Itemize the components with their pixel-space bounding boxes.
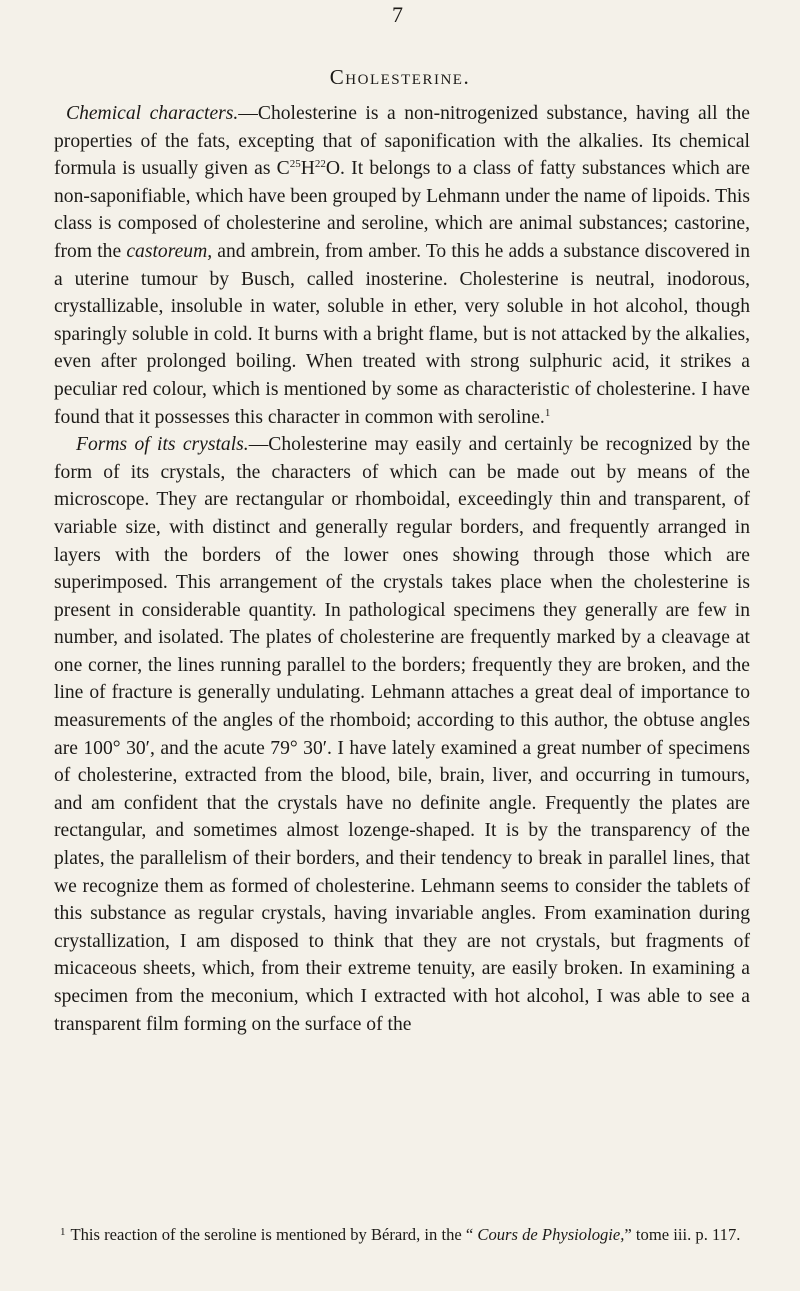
italic-term-castoreum: castoreum, xyxy=(126,240,213,262)
body-text xyxy=(54,100,750,1038)
footnote-text-end: ” tome iii. p. 117. xyxy=(624,1225,741,1244)
footnote-book-title: Cours de Physiologie, xyxy=(477,1225,625,1244)
formula-subscript-carbon: 25 xyxy=(289,158,301,171)
paragraph-forms-of-crystals xyxy=(54,431,750,1038)
footnote xyxy=(54,1221,750,1246)
formula-hydrogen: H xyxy=(300,158,315,180)
paragraph-text: —Cholesterine may easily and certainly be recognized by the form of its crystals, the characters of which can be made out by means of the microscope. They are rectangular or rhomboidal, exceedingly thin and transparent, of variable size, with distinct and generally regular borders, and frequently arranged in layers with the borders of the lower ones showing through those which are superimposed. This arrangement of the crystals takes place when the cholesterine is present in considerable quantity. In pathological specimens they generally are few in number, and isolated. The plates of cholesterine are frequently marked by a cleavage at one corner, the lines running parallel to the borders; frequently they are broken, and the line of fracture is generally undulating. Lehmann attaches a great deal of importance to measurements of the angles of the rhomboid; according to this author, the obtuse angles are 100° 30′, and the acute 79° 30′. I have lately examined a great number of specimens of cholesterine, extracted from the blood, bile, brain, liver, and occurring in tumours, and am confident that the crystals have no definite angle. Frequently the plates are rectangular, and sometimes almost lozenge-shaped. It is by the transparency of the plates, the parallelism of their borders, and their tendency to break in parallel lines, that we recognize them as formed of cholesterine. Lehmann seems to consider the tablets of this substance as regular crystals, having invariable angles. From examination during crystallization, I am disposed to think that they are not crystals, but fragments of micaceous sheets, which, from their extreme tenuity, are easily broken. In examining a specimen from the meconium, which I extracted with hot alcohol, I was able to see a transparent film forming on the surface of the xyxy=(54,434,751,1035)
page-number: 7 xyxy=(392,2,403,27)
formula-subscript-hydrogen: 22 xyxy=(314,158,326,171)
paragraph-chemical-characters xyxy=(54,100,750,431)
section-heading: Cholesterine. xyxy=(329,65,471,89)
paragraph-text: and ambrein, from amber. To this he adds a substance discovered in a uterine tumour by Busch, called inosterine. Cholesterine is neutral, inodorous, crystallizable, insoluble in water, soluble in ether, very soluble in hot alcohol, though sparingly soluble in cold. It burns with a bright flame, but is not attacked by the alkalies, even after prolonged boiling. When treated with strong sulphuric acid, it strikes a peculiar red colour, which is mentioned by some as characteristic of cholesterine. I have found that it possesses this character in common with seroline. xyxy=(54,240,750,428)
footnote-text: This reaction of the seroline is mentioned by Bérard, in the “ xyxy=(70,1225,478,1244)
run-in-heading-forms-of-crystals: Forms of its crystals. xyxy=(76,434,249,456)
paragraph-text: O. It belongs to a class of fatty substances which are non-saponifiable, which have been grouped by Lehmann under the name of lipoids. This class is composed of cholesterine and seroline, which are animal substances; castorine, from the xyxy=(54,158,750,262)
paragraph-text: —Cholesterine is a non-nitrogenized substance, having all the properties of the fats, excepting that of saponification with the alkalies. Its chemical formula is usually given as C xyxy=(54,103,750,180)
footnote-mark: 1 xyxy=(60,1226,66,1238)
footnote-reference[interactable]: 1 xyxy=(544,406,551,419)
run-in-heading-chemical-characters: Chemical characters. xyxy=(66,103,239,124)
